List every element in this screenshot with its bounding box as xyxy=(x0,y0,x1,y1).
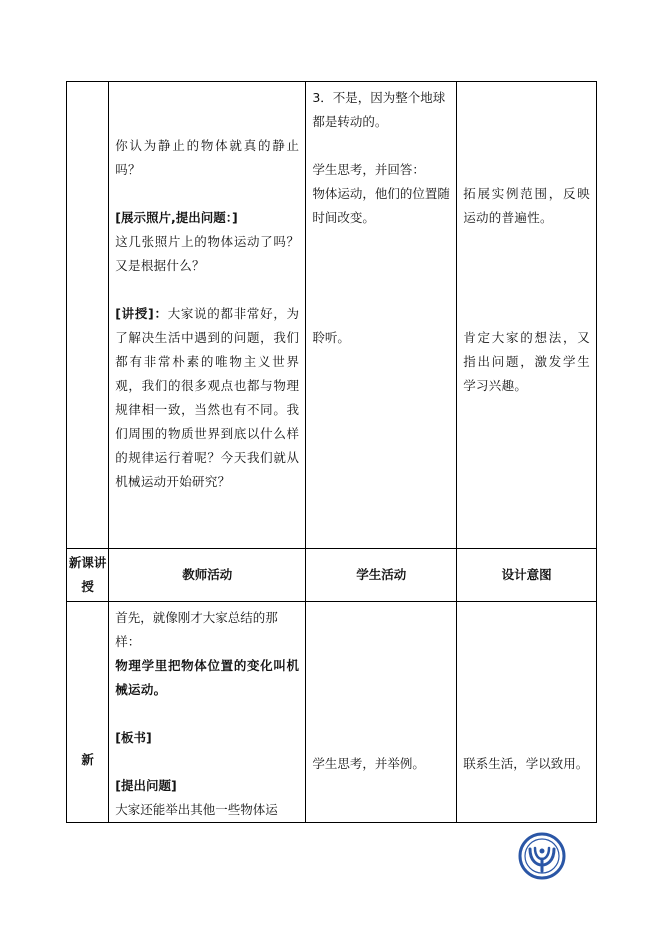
lesson-plan-table xyxy=(66,81,597,823)
student-think-example: 学生思考，并举例。 xyxy=(312,756,425,771)
label-raise-question: [提出问题] xyxy=(115,778,177,793)
header-student-activity: 学生活动 xyxy=(306,549,457,602)
teacher-lecture xyxy=(115,302,299,494)
teacher-intro: 首先，就像刚才大家总结的那样： xyxy=(115,610,278,649)
student-think: 学生思考，并回答： xyxy=(312,162,425,177)
design-intent-cell xyxy=(457,82,597,549)
teacher-question-examples: 大家还能举出其他一些物体运 xyxy=(115,802,278,817)
teacher-photo-question: 这几张照片上的物体运动了吗？又是根据什么？ xyxy=(115,234,300,273)
student-listen: 聆听。 xyxy=(312,330,350,345)
publisher-logo-icon xyxy=(517,831,567,881)
header-section: 新课讲授 xyxy=(67,549,109,602)
mechanical-motion-definition: 物理学里把物体位置的变化叫机械运动。 xyxy=(115,658,300,697)
student-activity-cell xyxy=(306,82,457,549)
lecture-text: 大家说的都非常好，为了解决生活中遇到的问题，我们都有非常朴素的唯物主义世界观，我们的很多观点也都与物理规律相一致，当然也有不同。我们周围的物质世界到底以什么样的规律运行着呢？今天我们就从机械运动开始研究？ xyxy=(115,306,300,489)
header-teacher-activity: 教师活动 xyxy=(109,549,306,602)
teacher-question-static: 你认为静止的物体就真的静止吗？ xyxy=(115,138,300,177)
section-label-new: 新 xyxy=(67,602,109,823)
table-row-new-lesson xyxy=(67,602,597,823)
section-cell-empty xyxy=(67,82,109,549)
teacher-activity-cell xyxy=(109,82,306,549)
label-show-photos: [展示照片,提出问题：] xyxy=(115,210,238,225)
teacher-activity-cell-new xyxy=(109,602,306,823)
table-row-continuation xyxy=(67,82,597,549)
label-lecture: [讲授]： xyxy=(115,306,168,321)
intent-life-connection: 联系生活，学以致用。 xyxy=(463,756,589,771)
intent-affirm-ideas: 肯定大家的想法，又指出问题，激发学生学习兴趣。 xyxy=(463,330,590,393)
student-motion-answer: 物体运动，他们的位置随时间改变。 xyxy=(312,186,450,225)
header-design-intent: 设计意图 xyxy=(457,549,597,602)
student-activity-cell-new xyxy=(306,602,457,823)
intent-expand-examples: 拓展实例范围，反映运动的普遍性。 xyxy=(463,186,590,225)
design-intent-cell-new xyxy=(457,602,597,823)
student-answer-3: 3．不是，因为整个地球都是转动的。 xyxy=(312,90,446,129)
table-header-row xyxy=(67,549,597,602)
label-blackboard: [板书] xyxy=(115,730,152,745)
